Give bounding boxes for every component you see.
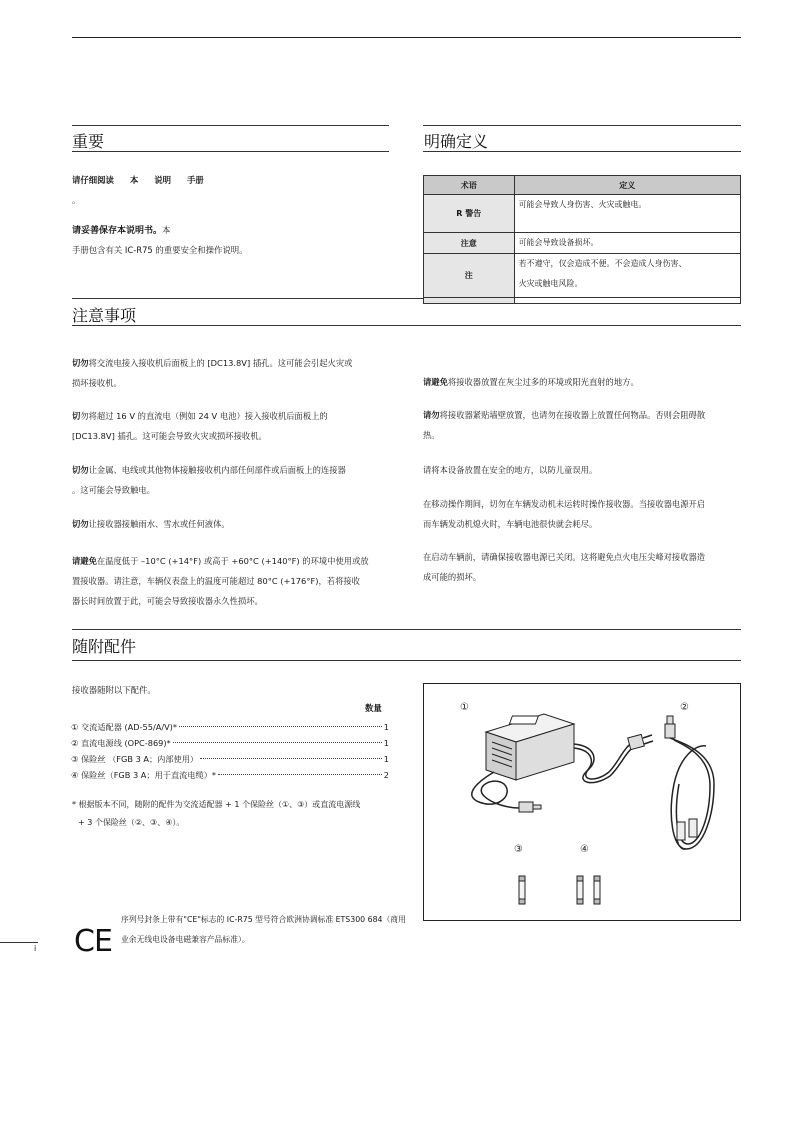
ce-mark-icon: CE [74, 924, 112, 959]
term-caution: 注意 [424, 233, 515, 254]
precaution-left-3: 切勿让金属、电线或其他物体接触接收机内部任何部件或后面板上的连接器 。这可能会导致触电。 [72, 465, 346, 495]
definition-caution: 可能会导致设备损坏。 [514, 233, 740, 254]
accessories-footnote: * 根据版本不同，随附的配件为交流适配器 + 1 个保险丝（①、③）或直流电源线 + 3 个保险丝（②、③、④）。 [72, 800, 361, 827]
fuse-icon [594, 876, 600, 904]
accessories-figure [423, 683, 741, 921]
precaution-right-2: 请勿将接收器紧贴墙壁放置，也请勿在接收器上放置任何物品。否则会阻碍散 热。 [423, 410, 706, 440]
definition-warning: 可能会导致人身伤害、火灾或触电。 [514, 195, 740, 233]
fuse-icon [577, 876, 583, 904]
top-rule [72, 37, 741, 38]
dc-cable-icon [665, 716, 714, 849]
precaution-left-1: 切勿将交流电接入接收机后面板上的 [DC13.8V] 插孔。这可能会引起火灾或 损坏接收机。 [72, 358, 353, 388]
ce-notice: 序列号封条上带有"CE"标志的 IC-R75 型号符合欧洲协调标准 ETS300 684（商用 业余无线电设备电磁兼容产品标准）。 [121, 915, 406, 944]
dc-plug-icon [519, 802, 541, 812]
figure-label-3: ③ [514, 844, 523, 855]
definition-note: 若不遵守，仅会造成不便。不会造成人身伤害、 火灾或触电风险。 [514, 254, 740, 298]
header-definition: 定义 [514, 176, 740, 195]
ac-adapter-icon [486, 714, 574, 780]
definition-row [424, 233, 741, 254]
section-title-precautions: 注意事项 [72, 306, 137, 325]
precaution-left-4: 切勿让接收器接触雨水、雪水或任何液体。 [72, 519, 230, 529]
definition-row [424, 195, 741, 233]
page-marker-rule [0, 942, 38, 943]
figure-label-1: ① [460, 702, 469, 713]
precaution-right-1: 请避免将接收器放置在灰尘过多的环境或阳光直射的地方。 [423, 377, 639, 387]
important-line-3: 请妥善保存本说明书。本 [72, 225, 171, 236]
precautions-bottom-rule [72, 325, 741, 326]
accessory-item: ① 交流适配器 (AD-55/A/V)* 1 [71, 722, 389, 732]
definitions-bottom-rule [423, 151, 741, 152]
page-number: i [34, 944, 37, 953]
important-bottom-rule [72, 151, 389, 152]
term-note: 注 [424, 254, 515, 298]
precaution-right-4: 在移动操作期间，切勿在车辆发动机未运转时操作接收器。当接收器电源开启 而车辆发动机熄火时，车辆电池很快就会耗尽。 [423, 499, 706, 529]
precaution-left-5: 请避免在温度低于 –10°C (+14°F) 或高于 +60°C (+140°F) 的环境中使用或放 置接收器。请注意，车辆仪表盘上的温度可能超过 80°C (+176°F)，若将接收 器长时间放置于此，可能会导致接收器永久性损坏。 [72, 556, 369, 606]
important-line-2: 。 [72, 195, 81, 205]
precaution-right-5: 在启动车辆前，请确保接收器电源已关闭。这将避免点火电压尖峰对接收器造 成可能的损坏。 [423, 552, 706, 582]
ac-plug-icon [628, 734, 653, 749]
precautions-top-rule [72, 298, 423, 299]
accessories-intro: 接收器随附以下配件。 [72, 685, 156, 695]
accessory-item: ② 直流电源线 (OPC-869)* 1 [71, 738, 389, 748]
definition-row [424, 254, 741, 298]
term-warning: R 警告 [424, 195, 515, 233]
accessory-item: ③ 保险丝 （FGB 3 A；内部使用） 1 [71, 754, 389, 764]
section-title-important: 重要 [72, 132, 105, 151]
accessories-bottom-rule [72, 660, 741, 661]
accessories-illustration [424, 684, 740, 920]
definitions-header-row [424, 176, 741, 195]
important-top-rule [72, 125, 389, 126]
definitions-top-rule [423, 125, 741, 126]
section-title-accessories: 随附配件 [72, 637, 137, 656]
fuse-icon [519, 876, 525, 904]
accessory-item: ④ 保险丝（FGB 3 A；用于直流电缆）* 2 [71, 770, 389, 780]
figure-label-2: ② [680, 702, 689, 713]
precaution-right-3: 请将本设备放置在安全的地方，以防儿童误用。 [423, 465, 598, 475]
quantity-header: 数量 [365, 703, 382, 713]
figure-label-4: ④ [580, 844, 589, 855]
accessories-top-rule [72, 629, 741, 630]
precaution-left-2: 切勿将超过 16 V 的直流电（例如 24 V 电池）接入接收机后面板上的 [DC13.8V] 插孔。这可能会导致火灾或损坏接收机。 [72, 411, 328, 441]
definitions-table [423, 175, 741, 304]
important-line-1: 请仔细阅读 本 说明 手册 [72, 175, 204, 185]
section-title-definitions: 明确定义 [424, 132, 489, 151]
header-term: 术语 [424, 176, 515, 195]
important-line-4: 手册包含有关 IC-R75 的重要安全和操作说明。 [72, 245, 248, 255]
